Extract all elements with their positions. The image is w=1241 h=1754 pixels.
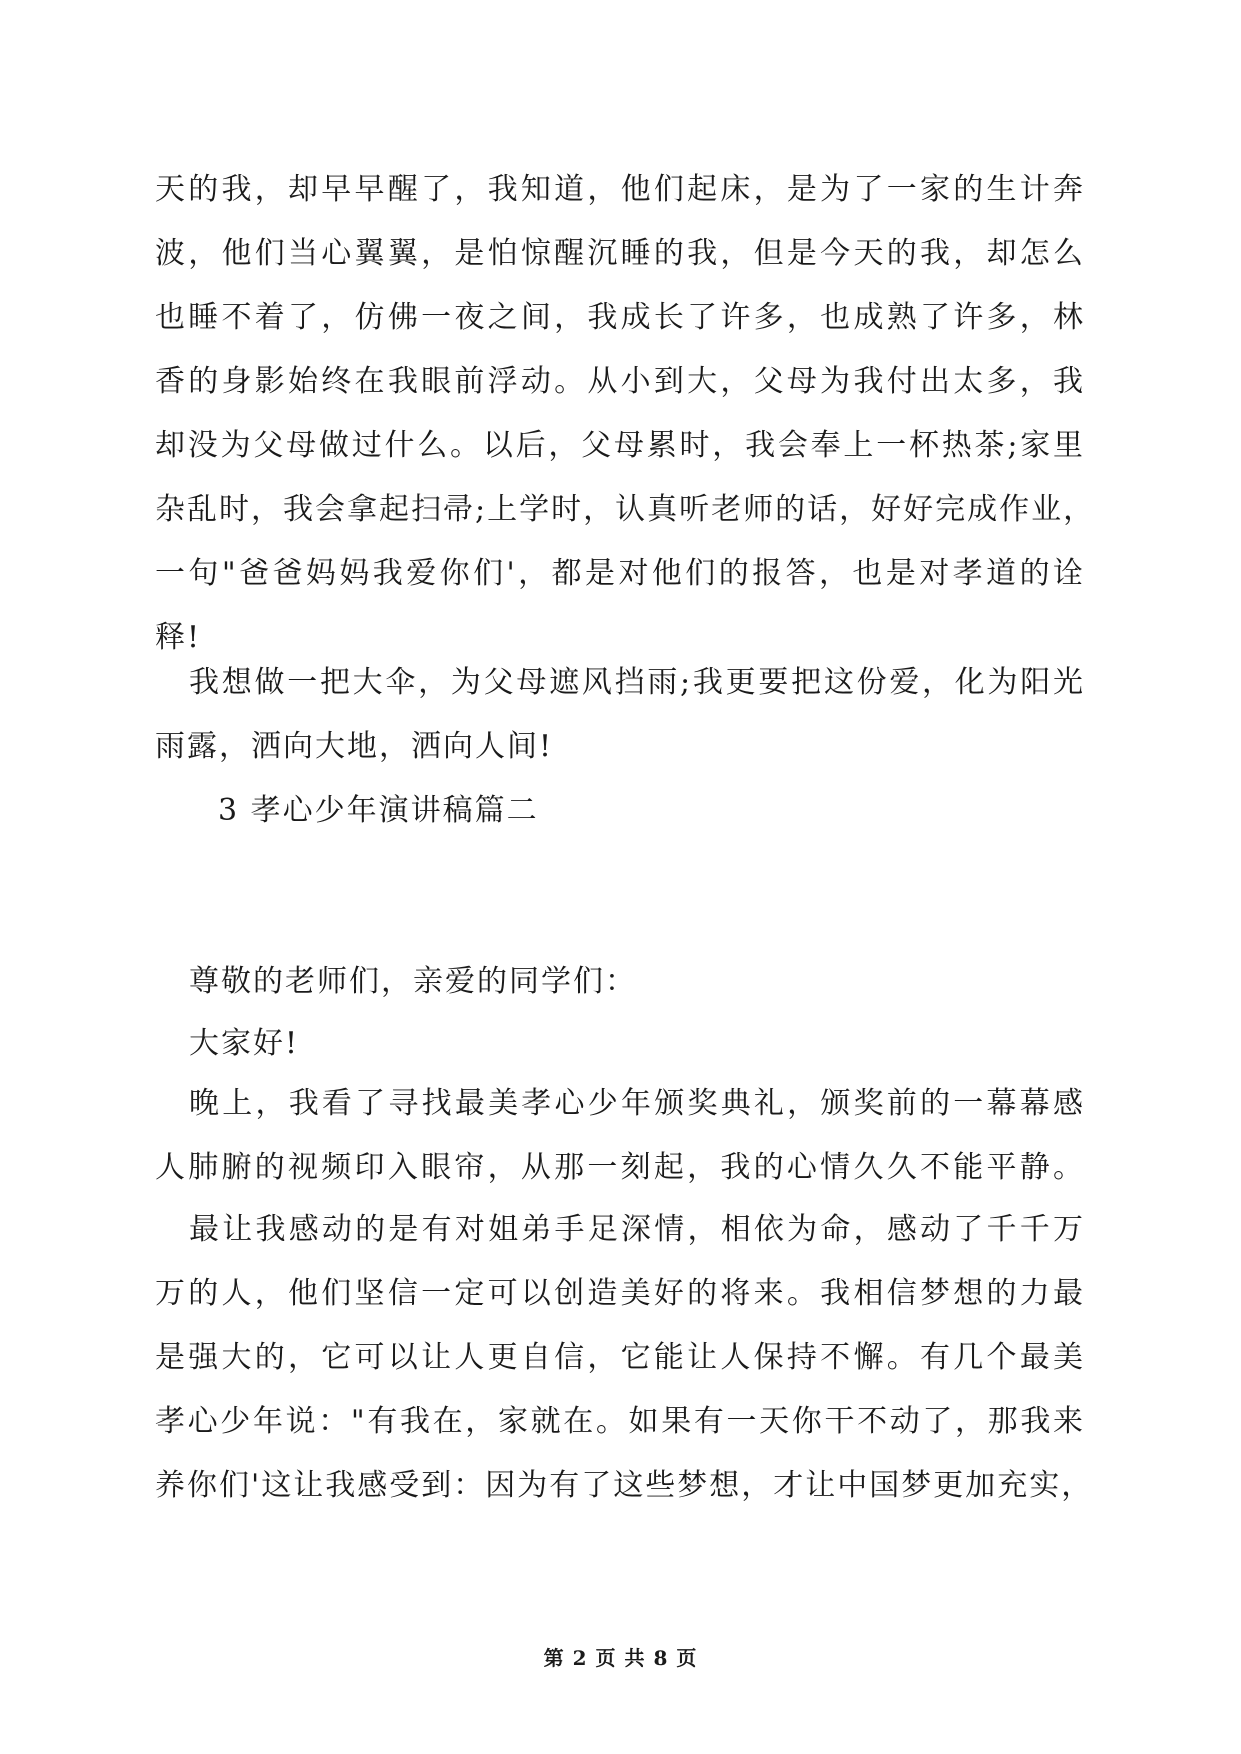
text-line: 杂乱时，我会拿起扫帚;上学时，认真听老师的话，好好完成作业，	[155, 492, 1096, 527]
text-line: 养你们'这让我感受到：因为有了这些梦想，才让中国梦更加充实，	[155, 1468, 1094, 1503]
text-line: 孝心少年说："有我在，家就在。如果有一天你干不动了，那我来	[155, 1404, 1085, 1439]
text-line: 天的我，却早早醒了，我知道，他们起床，是为了一家的生计奔	[155, 172, 1085, 207]
text-line: 也睡不着了，仿佛一夜之间，我成长了许多，也成熟了许多，林	[155, 300, 1085, 335]
text-line: 波，他们当心翼翼，是怕惊醒沉睡的我，但是今天的我，却怎么	[155, 236, 1085, 271]
text-line: 我想做一把大伞，为父母遮风挡雨;我更要把这份爱，化为阳光	[189, 665, 1085, 700]
page-number-footer: 第 2 页 共 8 页	[543, 1646, 698, 1670]
paragraph-2	[155, 651, 1085, 779]
text-line: 雨露，洒向大地，洒向人间!	[155, 729, 554, 764]
text-line: 是强大的，它可以让人更自信，它能让人保持不懈。有几个最美	[155, 1340, 1085, 1375]
text-line: 晚上，我看了寻找最美孝心少年颁奖典礼，颁奖前的一幕幕感	[189, 1086, 1085, 1121]
text-line: 一句"爸爸妈妈我爱你们'，都是对他们的报答，也是对孝道的诠	[155, 556, 1085, 591]
greeting-block	[155, 950, 1085, 1014]
section-heading: 3 孝心少年演讲稿篇二	[218, 793, 539, 828]
text-line: 却没为父母做过什么。以后，父母累时，我会奉上一杯热茶;家里	[155, 428, 1085, 463]
text-line: 香的身影始终在我眼前浮动。从小到大，父母为我付出太多，我	[155, 364, 1085, 399]
hello-block	[155, 1012, 1085, 1076]
text-line: 释!	[155, 620, 202, 655]
text-line: 最让我感动的是有对姐弟手足深情，相依为命，感动了千千万	[189, 1212, 1085, 1247]
paragraph-1	[155, 158, 1096, 670]
greeting-line: 尊敬的老师们，亲爱的同学们：	[189, 964, 637, 999]
paragraph-3	[155, 1072, 1085, 1200]
paragraph-4	[155, 1198, 1094, 1518]
text-line: 万的人，他们坚信一定可以创造美好的将来。我相信梦想的力最	[155, 1276, 1085, 1311]
hello-line: 大家好!	[189, 1026, 300, 1061]
text-line: 人肺腑的视频印入眼帘，从那一刻起，我的心情久久不能平静。	[155, 1150, 1085, 1185]
